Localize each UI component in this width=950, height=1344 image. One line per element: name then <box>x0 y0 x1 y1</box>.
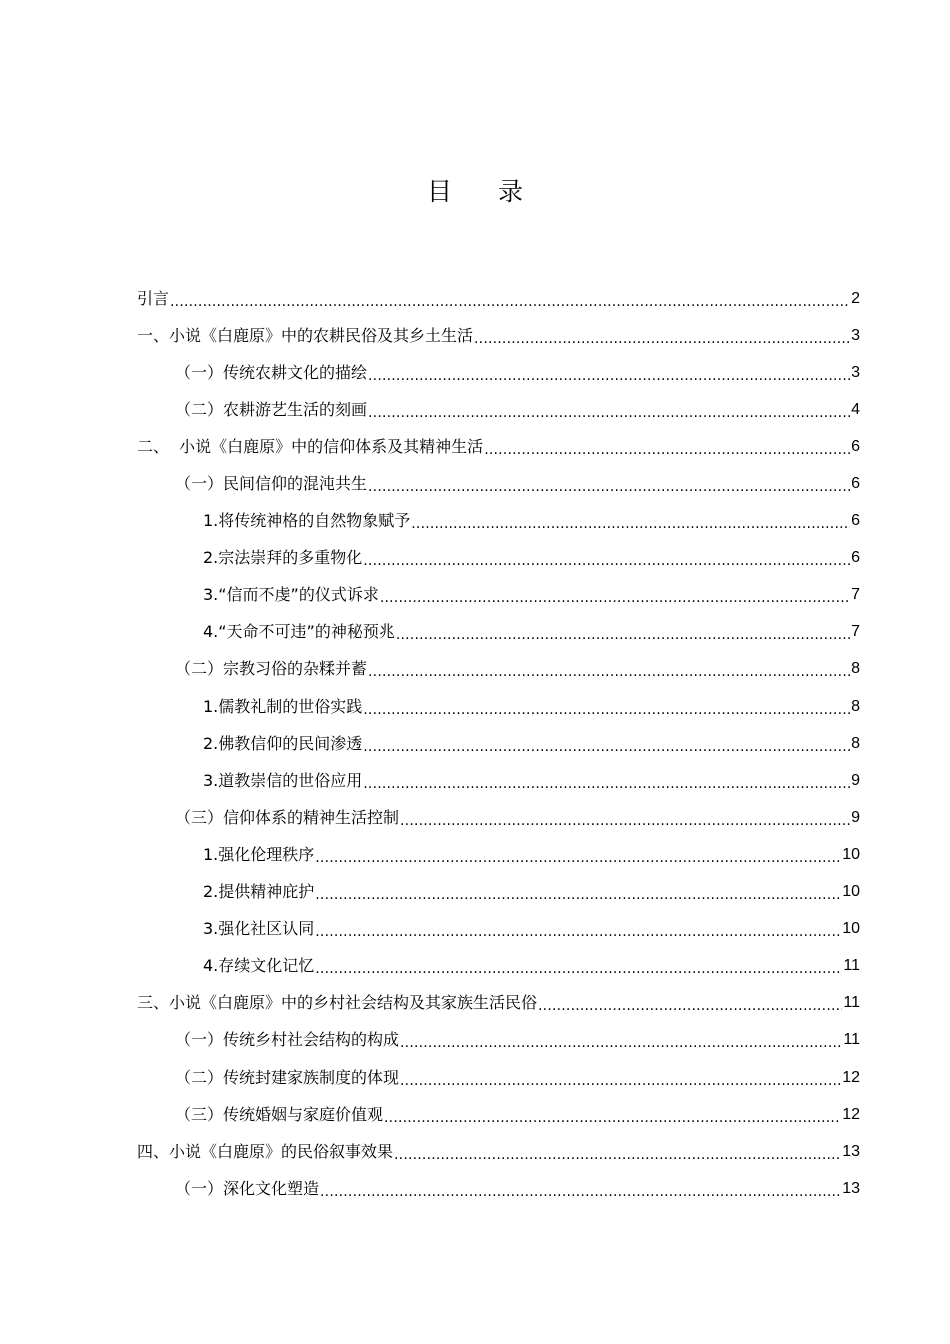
toc-entry-label: 1.儒教礼制的世俗实践 <box>203 696 363 716</box>
toc-entry-page: 7 <box>851 623 860 641</box>
toc-entry-page: 8 <box>851 660 860 678</box>
toc-entry-label: （一）传统乡村社会结构的构成 <box>175 1030 400 1050</box>
toc-entry-label: （一）民间信仰的混沌共生 <box>175 474 368 494</box>
toc-entry[interactable] <box>137 428 860 465</box>
toc-entry-label: 2.宗法崇拜的多重物化 <box>203 548 363 568</box>
toc-title <box>0 172 950 208</box>
toc-entry[interactable] <box>137 280 860 317</box>
toc-entry-label: 4.存续文化记忆 <box>203 956 315 976</box>
toc-entry-label: 引言 <box>137 288 170 308</box>
toc-entry-label: 二、 小说《白鹿原》中的信仰体系及其精神生活 <box>137 436 484 456</box>
toc-entry-page: 6 <box>851 475 860 493</box>
toc-entry[interactable] <box>137 836 860 873</box>
toc-entry-label: （三）信仰体系的精神生活控制 <box>175 807 400 827</box>
toc-entry-page: 6 <box>851 512 860 530</box>
toc-entry-label: 一、小说《白鹿原》中的农耕民俗及其乡土生活 <box>137 325 474 345</box>
toc-entry-label: 3.“信而不虔”的仪式诉求 <box>203 585 379 605</box>
dot-leader <box>170 289 850 309</box>
toc-entry-label: 4.“天命不可违”的神秘预兆 <box>203 622 395 642</box>
toc-entry-page: 10 <box>842 845 860 863</box>
toc-entry[interactable] <box>137 1170 860 1207</box>
dot-leader <box>400 1030 842 1050</box>
toc-entry-label: 1.将传统神格的自然物象赋予 <box>203 511 411 531</box>
dot-leader <box>411 511 850 531</box>
dot-leader <box>394 1142 841 1162</box>
toc-entry-label: 2.佛教信仰的民间渗透 <box>203 733 363 753</box>
dot-leader <box>368 659 850 679</box>
toc-entry-label: 2.提供精神庇护 <box>203 882 315 902</box>
toc-entry-page: 2 <box>851 289 860 307</box>
dot-leader <box>363 697 850 717</box>
toc-entry-page: 8 <box>851 697 860 715</box>
dot-leader <box>538 993 842 1013</box>
toc-entry-label: 四、小说《白鹿原》的民俗叙事效果 <box>137 1141 394 1161</box>
toc-entry-page: 9 <box>851 771 860 789</box>
dot-leader <box>363 771 850 791</box>
toc-entry-label: （三）传统婚姻与家庭价值观 <box>175 1104 384 1124</box>
dot-leader <box>474 326 850 346</box>
toc-entry[interactable] <box>137 985 860 1022</box>
dot-leader <box>363 734 850 754</box>
toc-entry[interactable] <box>137 465 860 502</box>
toc-entry[interactable] <box>137 762 860 799</box>
toc-entry[interactable] <box>137 688 860 725</box>
dot-leader <box>315 845 841 865</box>
toc-entry-page: 12 <box>842 1068 860 1086</box>
dot-leader <box>368 474 850 494</box>
toc-entry-page: 4 <box>851 400 860 418</box>
toc-entry-label: 1.强化伦理秩序 <box>203 844 315 864</box>
toc-entry-page: 10 <box>842 920 860 938</box>
toc-entry-page: 3 <box>851 326 860 344</box>
toc-entry-page: 13 <box>842 1142 860 1160</box>
toc-entry[interactable] <box>137 1059 860 1096</box>
dot-leader <box>384 1105 841 1125</box>
toc-entry-label: （一）传统农耕文化的描绘 <box>175 362 368 382</box>
toc-entry-page: 9 <box>851 808 860 826</box>
toc-entry[interactable] <box>137 1133 860 1170</box>
toc-title-char-2: 录 <box>498 177 524 206</box>
toc-entry[interactable] <box>137 614 860 651</box>
toc-entry-page: 11 <box>843 994 860 1012</box>
toc-entry[interactable] <box>137 317 860 354</box>
toc-entry-page: 11 <box>843 1031 860 1049</box>
table-of-contents <box>137 280 860 1207</box>
dot-leader <box>320 1179 841 1199</box>
toc-entry-label: 三、小说《白鹿原》中的乡村社会结构及其家族生活民俗 <box>137 993 538 1013</box>
toc-entry-label: （二）农耕游艺生活的刻画 <box>175 399 368 419</box>
dot-leader <box>400 1068 841 1088</box>
dot-leader <box>396 622 850 642</box>
dot-leader <box>315 919 841 939</box>
toc-entry[interactable] <box>137 391 860 428</box>
dot-leader <box>315 882 841 902</box>
toc-entry-page: 13 <box>842 1179 860 1197</box>
toc-entry-page: 7 <box>851 586 860 604</box>
toc-entry-page: 8 <box>851 734 860 752</box>
dot-leader <box>380 585 850 605</box>
toc-entry-page: 3 <box>851 363 860 381</box>
dot-leader <box>315 956 842 976</box>
toc-entry-label: 3.道教崇信的世俗应用 <box>203 770 363 790</box>
dot-leader <box>368 363 850 383</box>
toc-entry-label: （二）宗教习俗的杂糅并蓄 <box>175 659 368 679</box>
toc-entry[interactable] <box>137 725 860 762</box>
toc-entry[interactable] <box>137 874 860 911</box>
toc-entry-label: （二）传统封建家族制度的体现 <box>175 1067 400 1087</box>
toc-entry[interactable] <box>137 540 860 577</box>
dot-leader <box>484 437 850 457</box>
toc-entry[interactable] <box>137 577 860 614</box>
toc-entry-label: （一）深化文化塑造 <box>175 1178 320 1198</box>
toc-entry[interactable] <box>137 799 860 836</box>
toc-entry-page: 11 <box>843 957 860 975</box>
toc-entry-page: 6 <box>851 437 860 455</box>
toc-entry-page: 6 <box>851 549 860 567</box>
dot-leader <box>368 400 850 420</box>
toc-entry-label: 3.强化社区认同 <box>203 919 315 939</box>
toc-entry-page: 10 <box>842 883 860 901</box>
dot-leader <box>363 548 850 568</box>
toc-entry-page: 12 <box>842 1105 860 1123</box>
toc-entry[interactable] <box>137 503 860 540</box>
toc-entry[interactable] <box>137 1096 860 1133</box>
toc-entry[interactable] <box>137 948 860 985</box>
toc-title-char-1: 目 <box>426 177 452 206</box>
toc-entry[interactable] <box>137 651 860 688</box>
toc-entry[interactable] <box>137 354 860 391</box>
toc-entry[interactable] <box>137 911 860 948</box>
toc-entry[interactable] <box>137 1022 860 1059</box>
dot-leader <box>400 808 850 828</box>
